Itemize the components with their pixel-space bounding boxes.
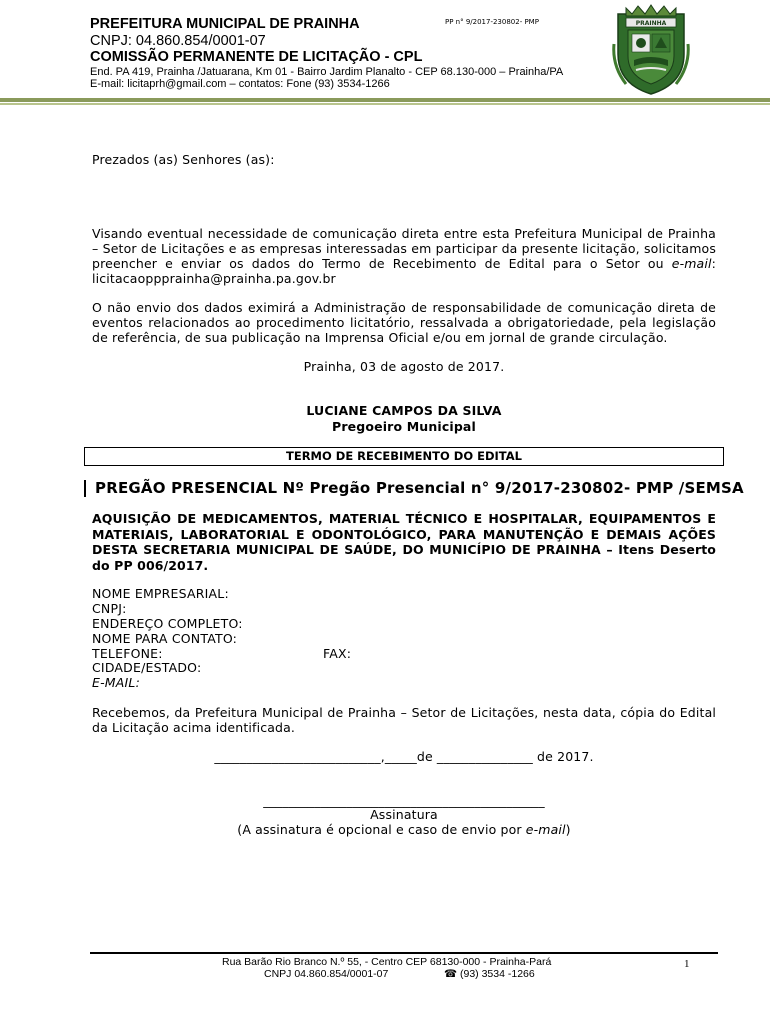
paragraph-communication-text: Visando eventual necessidade de comunicação direta entre esta Prefeitura Municipal de Prainha – Setor de Licitações e as empresas interessadas em participar da presente licitação, solicitamos preencher e enviar os dados do Termo de Recebimento de Edital para o Setor ou	[92, 226, 716, 271]
footer-cnpj: CNPJ 04.860.854/0001-07	[264, 968, 389, 980]
pregao-title-marker	[84, 480, 86, 497]
term-box-title: TERMO DE RECEBIMENTO DO EDITAL	[84, 447, 724, 466]
receipt-statement: Recebemos, da Prefeitura Municipal de Prainha – Setor de Licitações, nesta data, cópia do Edital da Licitação acima identificada.	[92, 705, 716, 735]
letter-date: Prainha, 03 de agosto de 2017.	[303, 359, 505, 374]
email-label: e-mail	[671, 256, 712, 271]
commission-name: COMISSÃO PERMANENTE DE LICITAÇÃO - CPL	[90, 49, 423, 65]
receipt-date-line: __________________________,_____de _______________ de 2017.	[214, 749, 594, 764]
greeting: Prezados (as) Senhores (as):	[92, 152, 275, 167]
contact-email: : licitacaoppprainha@prainha.pa.gov.br	[92, 256, 716, 286]
org-name: PREFEITURA MUNICIPAL DE PRAINHA	[90, 16, 360, 32]
field-email: E-MAIL:	[92, 675, 141, 690]
signer-title: Pregoeiro Municipal	[332, 419, 476, 434]
signature-note-text: (A assinatura é opcional e caso de envio por	[237, 822, 526, 837]
signature-note	[0, 822, 770, 837]
footer-address: Rua Barão Rio Branco N.º 55, - Centro CEP 68130-000 - Prainha-Pará	[222, 956, 552, 968]
signature-label: Assinatura	[370, 807, 438, 822]
header-contacts: E-mail: licitaprh@gmail.com – contatos: Fone (93) 3534-1266	[90, 78, 390, 90]
signature-note-close: )	[565, 822, 571, 837]
field-cnpj: CNPJ:	[92, 601, 127, 616]
signer-name: LUCIANE CAMPOS DA SILVA	[306, 403, 502, 418]
crest-text: PRAINHA	[635, 20, 667, 27]
footer-divider	[90, 952, 718, 954]
municipal-crest-logo	[612, 4, 690, 96]
field-contact-name: NOME PARA CONTATO:	[92, 631, 238, 646]
field-company-name: NOME EMPRESARIAL:	[92, 586, 229, 601]
paragraph-exemption: O não envio dos dados eximirá a Administração de responsabilidade de comunicação direta de eventos relacionados ao procedimento licitatório, ressalvada a obrigatoriedade, pela legislação de referência, de sua publicação na Imprensa Oficial e/ou em jornal de grande circulação.	[92, 300, 716, 345]
pp-reference: PP n° 9/2017-230802- PMP	[445, 18, 539, 26]
header-divider-thin	[0, 103, 770, 105]
field-fax: FAX:	[323, 646, 352, 661]
header-cnpj: CNPJ: 04.860.854/0001-07	[90, 33, 266, 49]
signature-note-email: e-mail	[525, 822, 566, 837]
field-phone: TELEFONE:	[92, 646, 163, 661]
procurement-object: AQUISIÇÃO DE MEDICAMENTOS, MATERIAL TÉCNICO E HOSPITALAR, EQUIPAMENTOS E MATERIAIS, LABORATORIAL E ODONTOLÓGICO, PARA MANUTENÇÃO E DEMAIS AÇÕES DESTA SECRETARIA MUNICIPAL DE SAÚDE, DO MUNICÍPIO DE PRAINHA – Itens Deserto do PP 006/2017.	[92, 511, 716, 573]
header-address: End. PA 419, Prainha /Jatuarana, Km 01 - Bairro Jardim Planalto - CEP 68.130-000 – Prainha/PA	[90, 66, 564, 78]
signature-line: ____________________________________________	[263, 793, 545, 808]
header-divider-thick	[0, 98, 770, 102]
pregao-title: PREGÃO PRESENCIAL Nº Pregão Presencial n° 9/2017-230802- PMP /SEMSA	[95, 479, 744, 497]
field-city-state: CIDADE/ESTADO:	[92, 660, 202, 675]
footer-phone: ☎ (93) 3534 -1266	[444, 968, 535, 980]
paragraph-communication	[92, 226, 716, 286]
field-address: ENDEREÇO COMPLETO:	[92, 616, 243, 631]
page-number: 1	[684, 958, 690, 970]
